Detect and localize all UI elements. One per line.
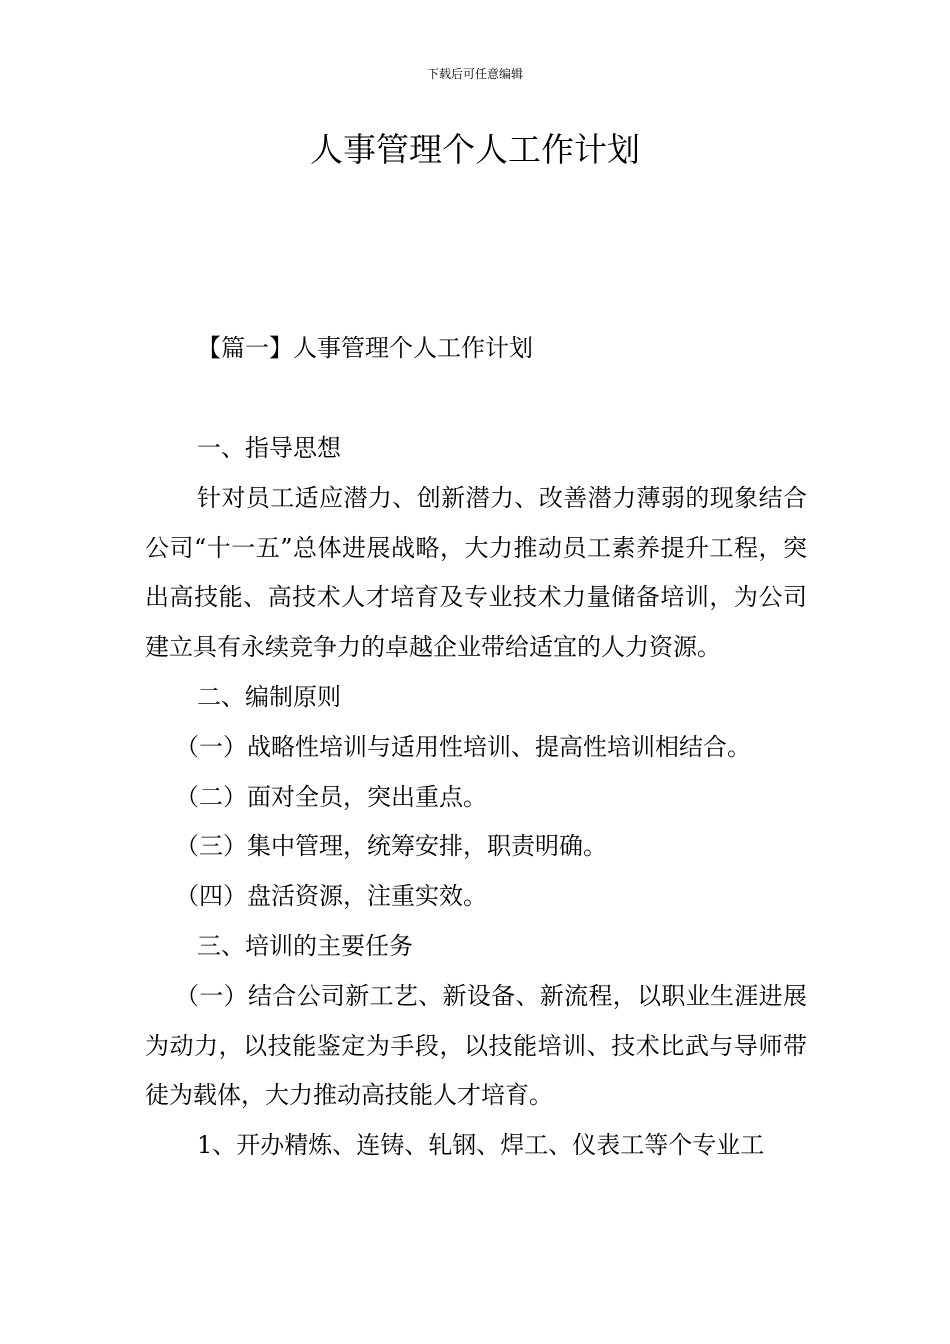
- principle-item-3: （三）集中管理，统筹安排，职责明确。: [175, 832, 607, 861]
- principle-item-1: （一）战略性培训与适用性培训、提高性培训相结合。: [175, 732, 751, 761]
- section-title: 【篇一】人事管理个人工作计划: [197, 334, 533, 362]
- task-subitem-1: 1、开办精炼、连铸、轧钢、焊工、仪表工等个专业工: [197, 1131, 765, 1160]
- heading-main-tasks: 三、培训的主要任务: [197, 931, 413, 960]
- task-item-1: （一）结合公司新工艺、新设备、新流程，以职业生涯进展为动力，以技能鉴定为手段，以技能培训、技术比武与导师带徒为载体，大力推动高技能人才培育。: [145, 981, 807, 1110]
- document-body: [145, 424, 807, 1171]
- document-title: 人事管理个人工作计划: [310, 130, 640, 169]
- header-note: 下载后可任意编辑: [426, 67, 523, 81]
- heading-compilation-principles: 二、编制原则: [197, 682, 341, 711]
- principle-item-4: （四）盘活资源，注重实效。: [175, 882, 487, 911]
- paragraph-guiding-ideology: 针对员工适应潜力、创新潜力、改善潜力薄弱的现象结合公司“十一五”总体进展战略，大力推动员工素养提升工程，突出高技能、高技术人才培育及专业技术力量储备培训，为公司建立具有永续竞争力的卓越企业带给适宜的人力资源。: [145, 483, 807, 662]
- heading-guiding-ideology: 一、指导思想: [197, 434, 341, 462]
- principle-item-2: （二）面对全员，突出重点。: [175, 782, 487, 811]
